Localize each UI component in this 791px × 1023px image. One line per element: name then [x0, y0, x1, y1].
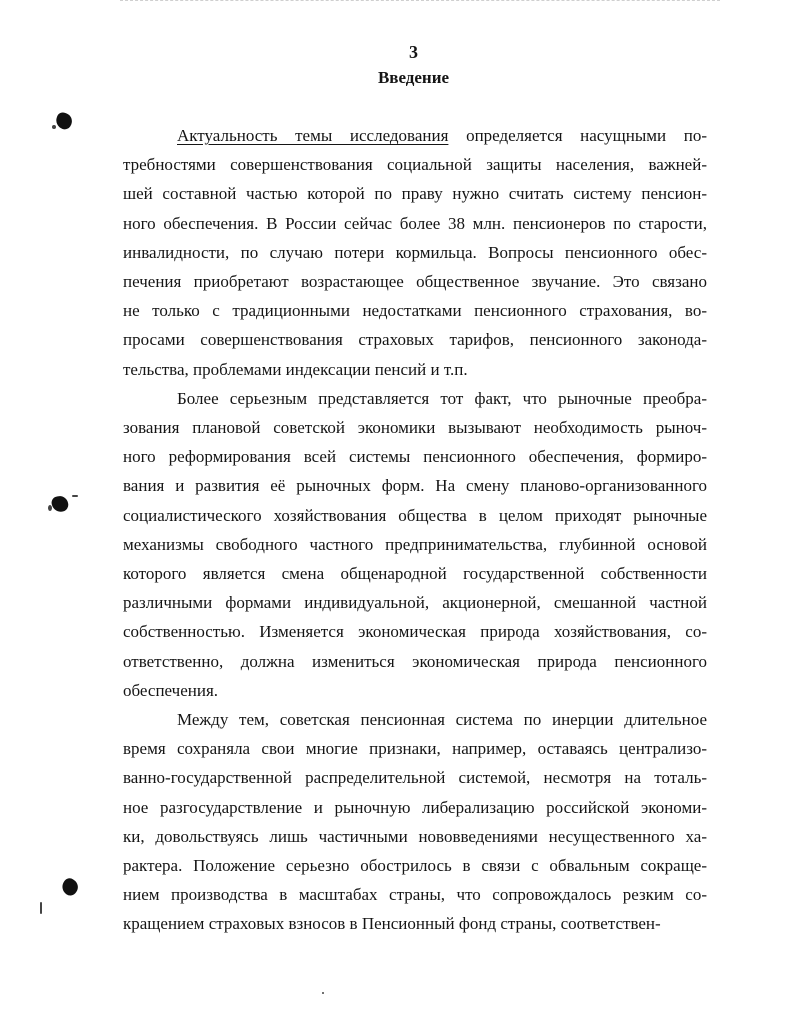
text-line: ное разгосударствление и рыночную либерализацию российской экономи- — [123, 797, 707, 817]
punch-hole-mark-2 — [50, 494, 70, 514]
text-line: печения приобретают возрастающее общественное звучание. Это связано — [123, 272, 707, 292]
text-line: ки, довольствуясь лишь частичными нововведениями несущественного ха- — [123, 826, 707, 846]
scan-speck — [72, 495, 78, 497]
scan-speck — [48, 505, 52, 511]
text-line: социалистического хозяйствования общества в целом приходят рыночные — [123, 505, 707, 525]
text-line: вания и развития её рыночных форм. На смену планово-организованного — [123, 476, 707, 496]
scan-top-edge — [120, 0, 720, 3]
text-line: тельства, проблемами индексации пенсий и т.п. — [123, 359, 468, 379]
paragraph-3 — [123, 705, 707, 939]
text-line: не только с традиционными недостатками пенсионного страхования, во- — [123, 301, 707, 321]
paragraph-2 — [123, 384, 707, 705]
text-line: механизмы свободного частного предпринимательства, глубинной основой — [123, 534, 707, 554]
text-line: время сохраняла свои многие признаки, например, оставаясь централизо- — [123, 739, 707, 759]
underlined-phrase: Актуальность темы исследования — [177, 126, 449, 145]
text-line: различными формами индивидуальной, акционерной, смешанной частной — [123, 593, 707, 613]
text-line: ванно-государственной распределительной системой, несмотря на тоталь- — [123, 768, 707, 788]
text-line: собственностью. Изменяется экономическая природа хозяйствования, со- — [123, 622, 707, 642]
text-line: кращением страховых взносов в Пенсионный фонд страны, соответствен- — [123, 914, 661, 934]
text-line: Более серьезным представляется тот факт, что рыночные преобра- — [177, 388, 707, 408]
text-line: которого является смена общенародной государственной собственности — [123, 564, 707, 584]
scan-speck — [322, 992, 324, 994]
punch-hole-mark-1 — [54, 111, 75, 132]
scan-speck — [40, 902, 42, 914]
scan-speck — [52, 125, 56, 129]
text-line: ного обеспечения. В России сейчас более 38 млн. пенсионеров по старости, — [123, 213, 707, 233]
text-line: ного реформирования всей системы пенсионного обеспечения, формиро- — [123, 447, 707, 467]
text-line: ответственно, должна измениться экономическая природа пенсионного — [123, 651, 707, 671]
text-line: требностями совершенствования социальной защиты населения, важней- — [123, 155, 707, 175]
text-line: Актуальность темы исследования определяется насущными по- — [177, 126, 707, 145]
paragraph-1 — [123, 121, 707, 384]
text-line: рактера. Положение серьезно обострилось в связи с обвальным сокраще- — [123, 856, 707, 876]
text-line: просами совершенствования страховых тарифов, пенсионного законода- — [123, 330, 707, 350]
text-line: нием производства в масштабах страны, что сопровождалось резким со- — [123, 885, 707, 905]
text-line: обеспечения. — [123, 680, 219, 700]
text-line: шей составной частью которой по праву нужно считать систему пенсион- — [123, 184, 707, 204]
section-heading: Введение — [377, 68, 450, 87]
text-line: Между тем, советская пенсионная система по инерции длительное — [177, 710, 707, 730]
punch-hole-mark-3 — [59, 876, 81, 898]
body-text — [123, 121, 707, 939]
page-number: 3 — [409, 42, 418, 62]
text-line: инвалидности, по случаю потери кормильца. Вопросы пенсионного обес- — [123, 242, 707, 262]
text-line: зования плановой советской экономики вызывают необходимость рыноч- — [123, 418, 707, 438]
